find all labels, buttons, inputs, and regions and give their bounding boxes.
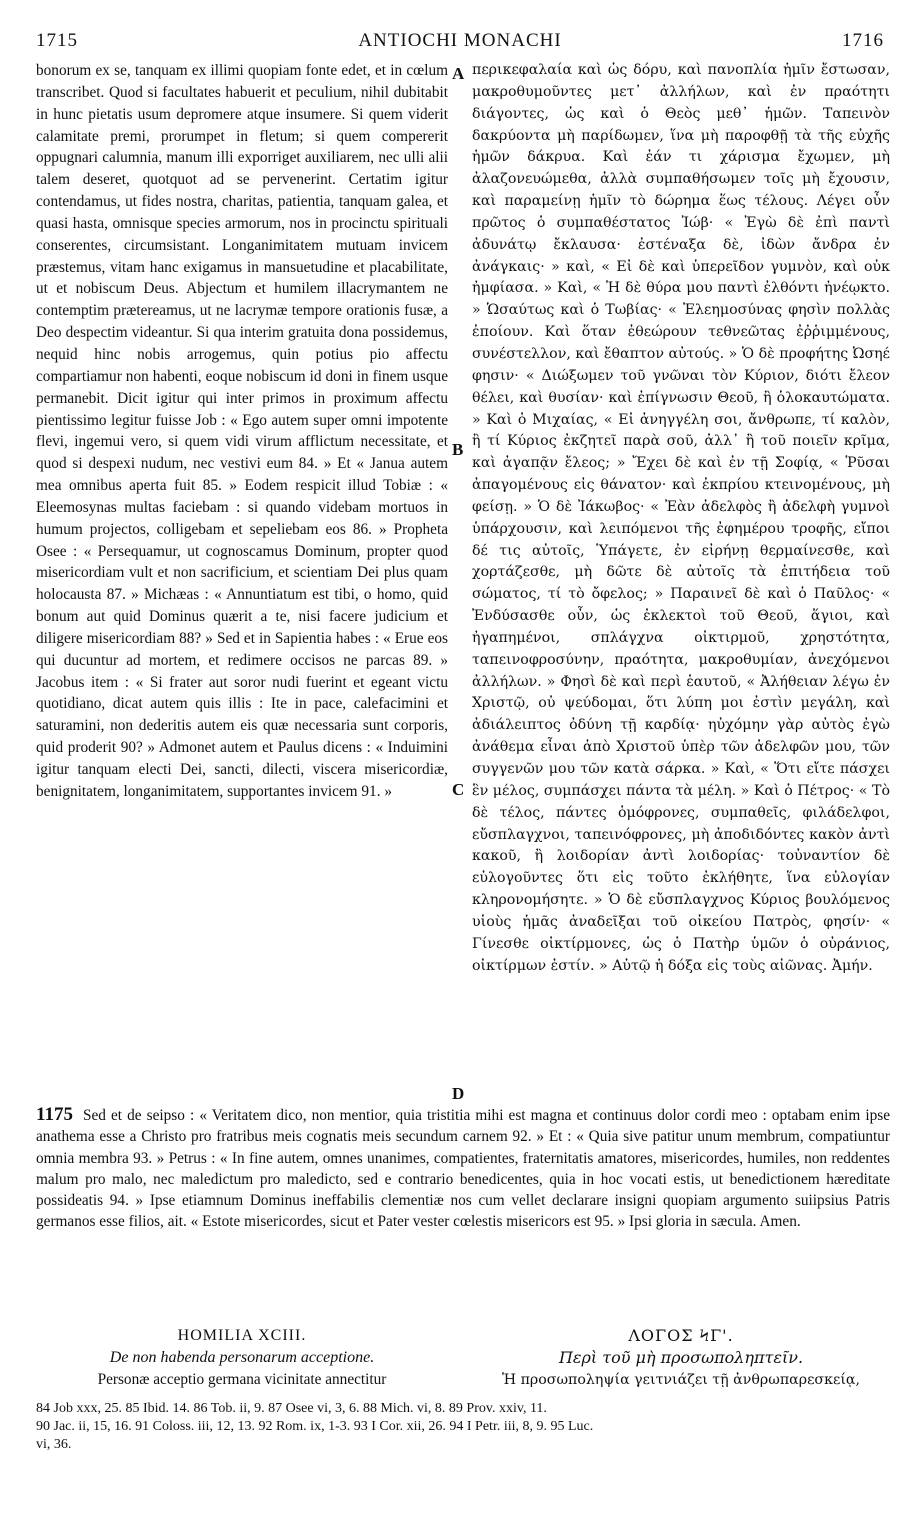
homily-first-line-greek: Ἡ προσωποληψία γειτνιάζει τῇ ἀνθρωπαρεσκείᾳ,: [502, 1372, 860, 1388]
section-marker-b: B: [452, 440, 464, 459]
greek-column: [472, 60, 890, 1103]
page-number-left: 1715: [36, 30, 78, 51]
page-number-right: 1716: [842, 30, 884, 51]
latin-column: [36, 60, 448, 1103]
homily-subtitle-latin: De non habenda personarum acceptione.: [109, 1349, 375, 1366]
section-marker-d: D: [452, 1084, 465, 1103]
section-marker-c: C: [452, 780, 465, 799]
homily-title-latin: HOMILIA XCIII.: [177, 1327, 307, 1344]
full-width-text: Sed et de seipso : « Veritatem dico, non mentior, quia tristitia mihi est magna et continuus dolor cordi meo : optabam enim ipse anathema esse a Christo pro fratribus meis cognatis meis secundum carnem 92. » Et : « Quia sive patitur unum membrum, compatiuntur omnia membra 93. » Petrus : « In fine autem, omnes unanimes, compatientes, fraternitatis amatores, misericordes, humiles, non reddentes malum pro malo, nec maledictum pro maledicto, sed e contrario benedicentes, quia in hoc vocati estis, ut benedictionem hæreditate possideatis 94. » Ipse etiamnum Dominus ineffabilis clementiæ nos cum vellet declarare insigni quopiam argumento suiipsius Patris germanos esse filios, ait. « Estote misericordes, sicut et Pater vester cœlestis misericors est 95. » Ipsi gloria in sæcula. Amen.: [36, 1107, 890, 1231]
footnote-line-2: 90 Jac. ii, 15, 16. 91 Coloss. iii, 12, 13. 92 Rom. ix, 1-3. 93 I Cor. xii, 26. 94 I Petr. iii, 8, 9. 95 Luc.: [36, 1419, 594, 1434]
footnote-line-1: 84 Job xxx, 25. 85 Ibid. 14. 86 Tob. ii, 9. 87 Osee vi, 3, 6. 88 Mich. vi, 8. 89 Prov. xxiv, 11.: [36, 1401, 547, 1416]
greek-column-text: περικεφαλαία καὶ ὡς δόρυ, καὶ πανοπλία ἡμῖν ἔστωσαν, μακροθυμοῦντες μετ᾽ ἀλλήλων, καὶ ἐν πραότητι διάγοντες, ὡς καὶ ὁ Θεὸς μεθ᾽ ἡμῶν. Ταπεινὸν δακρύοντα μὴ παρίδωμεν, ἵνα μὴ παροφθῇ τὰ τῆς εὐχῆς ἡμῶν δάκρυα. Καὶ ἐάν τι χάρισμα ἔχωμεν, μὴ ἀλαζονευώμεθα, ἀλλὰ συμπαθήσωμεν τοῖς μὴ ἔχουσιν, καὶ παραμείνῃ ἡμῖν τὸ δώρημα ἕως τέλους. Λέγει οὖν πρῶτος ὁ συμπαθέστατος Ἰώβ· « Ἐγὼ δὲ ἐπὶ παντὶ ἀδυνάτῳ ἔκλαυσα· ἐστέναξα δὲ, ἰδὼν ἄνδρα ἐν ἀνάγκαις· » καὶ, « Εἰ δὲ καὶ ὑπερεῖδον γυμνὸν, καὶ οὐκ ἠμφίασα. » Καὶ, « Ἡ δὲ θύρα μου παντὶ ἐλθόντι ἠνέῳκτο. » Ὡσαύτως καὶ ὁ Τωβίας· « Ἐλεημοσύνας φησὶν πολλὰς ἐποίουν. Καὶ ὅταν ἐθεώρουν τεθνεῶτας ἐῤῥιμμένους, συνέστελλον, καὶ ἔθαπτον αὐτούς. » Ὁ δὲ προφήτης Ὠσηέ φησιν· « Διώξωμεν τοῦ γνῶναι τὸν Κύριον, διότι ἔλεον θέλει, καὶ θυσίαν· καὶ ἐπίγνωσιν Θεοῦ, ἢ ὁλοκαυτώματα. » Καὶ ὁ Μιχαίας, « Εἰ ἀνηγγέλη σοι, ἄνθρωπε, τί καλὸν, ἢ τί Κύριος ἐκζητεῖ παρὰ σοῦ, ἀλλ᾽ ἢ τοῦ ποιεῖν κρῖμα, καὶ ἀγαπᾷν ἔλεος; » Ἔχει δὲ καὶ ἐν τῇ Σοφίᾳ, « Ῥῦσαι ἀπαγομένους εἰς θάνατον· καὶ ἐκπρίου κτεινομένους, μὴ φείσῃ. » Ὁ δὲ Ἰάκωβος· « Ἐὰν ἀδελφὸς ἢ ἀδελφὴ γυμνοὶ ὑπάρχουσιν, καὶ λειπόμενοι τῆς ἐφημέρου τροφῆς, εἴποι δέ τις αὐτοῖς, Ὑπάγετε, ἐν εἰρήνῃ θερμαίνεσθε, καὶ χορτάζεσθε, μὴ δῶτε δὲ αὐτοῖς τὰ ἐπιτήδεια τοῦ σώματος, τί τὸ ὄφελος; » Παραινεῖ δὲ καὶ ὁ Παῦλος· « Ἐνδύσασθε οὖν, ὡς ἐκλεκτοὶ τοῦ Θεοῦ, ἅγιοι, καὶ ἠγαπημένοι, σπλάγχνα οἰκτιρμοῦ, χρηστότητα, ταπεινοφροσύνην, πραότητα, μακροθυμίαν, ἀνεχόμενοι ἀλλήλων. » Φησὶ δὲ καὶ περὶ ἑαυτοῦ, « Ἀλήθειαν λέγω ἐν Χριστῷ, οὐ ψεύδομαι, ὅτι λύπη μοι ἐστὶν μεγάλη, καὶ ἀδιάλειπτος ὀδύνη τῇ καρδίᾳ· ηὐχόμην γὰρ αὐτὸς ἐγὼ ἀνάθεμα εἶναι ἀπὸ Χριστοῦ ὑπὲρ τῶν ἀδελφῶν μου, τῶν συγγενῶν μου τῶν κατὰ σάρκα. » Καὶ, « Ὅτι εἴτε πάσχει ἓν μέλος, συμπάσχει πάντα τὰ μέλη. » Καὶ ὁ Πέτρος· « Τὸ δὲ τέλος, πάντες ὁμόφρονες, συμπαθεῖς, φιλάδελφοι, εὔσπλαγχνοι, ταπεινόφρονες, μὴ ἀποδιδόντες κακὸν ἀντὶ κακοῦ, ἢ λοιδορίαν ἀντὶ λοιδορίας· τοὐναντίον δὲ εὐλογοῦντες ὅτι εἰς τοῦτο ἐκλήθητε, ἵνα εὐλογίαν κληρονομήσητε. » Ὁ δὲ εὔσπλαγχνος Κύριος βουλόμενος υἱοὺς ἡμᾶς ἀναδεῖξαι τοῦ οἰκείου Πατρὸς, φησίν· « Γίνεσθε οἰκτίρμονες, ὡς ὁ Πατὴρ ὑμῶν ὁ οὐράνιος, οἰκτίρμων ἐστίν. » Αὐτῷ ἡ δόξα εἰς τοὺς αἰῶνας. Ἀμήν.: [472, 62, 890, 974]
running-title: ANTIOCHI MONACHI: [358, 30, 562, 51]
homily-first-line-latin: Personæ acceptio germana vicinitate annectitur: [97, 1371, 387, 1388]
homily-heading-greek: [472, 1325, 890, 1391]
latin-column-text: bonorum ex se, tanquam ex illimi quopiam fonte edet, et in cœlum transcribet. Quod si facultates habuerit et peculium, nihil dubitabit in hunc pietatis usum depromere atque insumere. Si quem viderit calamitate premi, prorumpet in fletum; si quem compererit oppugnari calumnia, manum illi exporriget auxiliarem, nec ulli alii talem deseret, quotquot ad se pervenerint. Certatim igitur contendamus, ut fides nostra, charitas, patientia, tanquam galea, et quasi hasta, omnisque species armorum, nos in procinctu spirituali conserentes, circumsistant. Longanimitatem mutuam invicem præstemus, vitam hanc exigamus in mansuetudine et placabilitate, ut et nobiscum Deus. Abjectum et humilem illacrymantem ne contemptim prætereamus, ut ne lacrymæ tempore orationis fusæ, a Deo despectim videantur. Si qua interim gratuita dona possidemus, nequid hinc nobis arrogemus, quin potius pio affectu compartiamur non habenti, eoque nobiscum id doni in finem usque permanebit. Dicit igitur qui inter primos in proximum affectu pientissimo legitur fuisse Job : « Ego autem super omni impotente flevi, ingemui vero, si quem vidi virum afflictum necessitate, et quod si despexi nudum, nec vestivi eum 84. » Et « Janua autem mea omnibus aperta fuit 85. » Eodem respicit illud Tobiæ : « Eleemosynas multas faciebam : si quando videbam mortuos in humum projectos, colligebam et sepeliebam eos 86. » Propheta Osee : « Persequamur, ut cognoscamus Dominum, propter quod misericordiam vult et non sacrificium, et scientiam Dei plus quam holocausta 87. » Michæas : « Annuntiatum est tibi, o homo, quid bonum aut quid Dominus quærit a te, nisi facere judicium et diligere misericordiam 88? » Sed et in Sapientia habes : « Erue eos qui ducuntur ad mortem, et redimere occisos ne parcas 89. » Jacobus item : « Si frater aut soror nudi fuerint et egeant victu quotidiano, dicat autem quis illis : Ite in pace, calefacimini et saturamini, non dederitis autem eis quæ necessaria sunt corporis, quid proderit 90? » Admonet autem et Paulus dicens : « Induimini igitur tanquam electi Dei, sancti, dilecti, viscera misericordiæ, benignitatem, longanimitatem, supportantes invicem 91. »: [36, 62, 448, 800]
full-width-paragraph: [36, 1104, 890, 1233]
homily-heading-latin: [36, 1325, 448, 1391]
homily-title-greek: ΛΟΓΟΣ ϞΓ'.: [628, 1326, 734, 1345]
section-marker-a: A: [452, 64, 465, 83]
homily-subtitle-greek: Περὶ τοῦ μὴ προσωποληπτεῖν.: [558, 1348, 804, 1367]
footnote-line-3: vi, 36.: [36, 1437, 72, 1452]
footnotes: [36, 1400, 890, 1454]
page-header: [36, 30, 884, 60]
migne-page-number: 1175: [36, 1104, 73, 1125]
